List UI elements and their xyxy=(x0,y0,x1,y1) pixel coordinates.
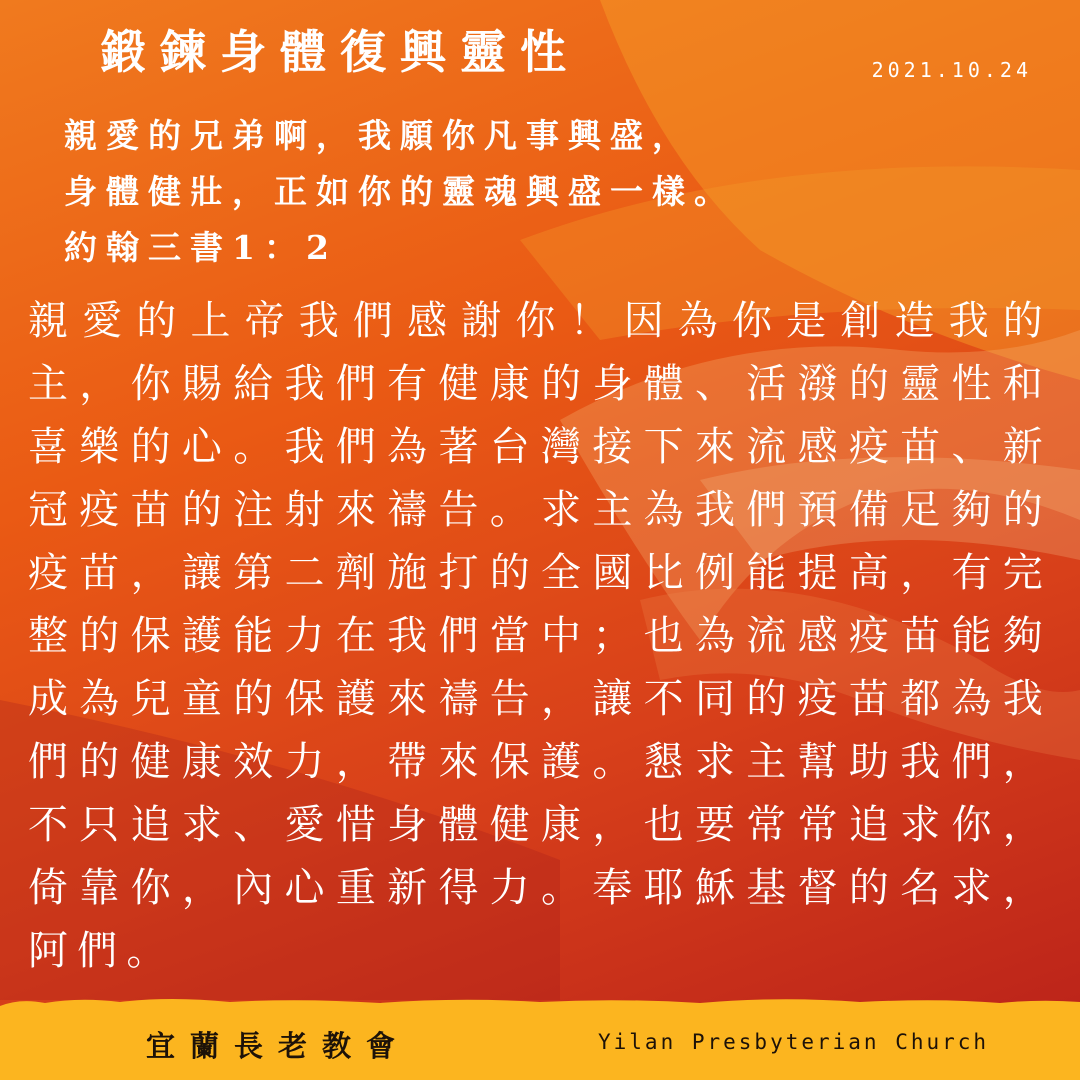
verse-reference: 約翰三書1：2 xyxy=(64,228,338,267)
bible-verse xyxy=(64,108,964,276)
prayer-text: 親愛的上帝我們感謝你！因為你是創造我的主，你賜給我們有健康的身體、活潑的靈性和喜樂的心。我們為著台灣接下來流感疫苗、新冠疫苗的注射來禱告。求主為我們預備足夠的疫苗，讓第二劑施打的全國比例能提高，有完整的保護能力在我們當中；也為流感疫苗能夠成為兒童的保護來禱告，讓不同的疫苗都為我們的健康效力，帶來保護。懇求主幫助我們，不只追求、愛惜身體健康，也要常常追求你，倚靠你，內心重新得力。奉耶穌基督的名求，阿們。 xyxy=(28,298,1052,974)
verse-line: 親愛的兄弟啊，我願你凡事興盛， xyxy=(64,116,694,155)
church-name-chinese: 宜蘭長老教會 xyxy=(146,1029,411,1063)
page-title: 鍛鍊身體復興靈性 xyxy=(100,25,580,79)
date-label: 2021.10.24 xyxy=(871,58,1032,82)
verse-line: 身體健壯，正如你的靈魂興盛一樣。 xyxy=(64,172,736,211)
church-name-english: Yilan Presbyterian Church xyxy=(598,1030,990,1054)
